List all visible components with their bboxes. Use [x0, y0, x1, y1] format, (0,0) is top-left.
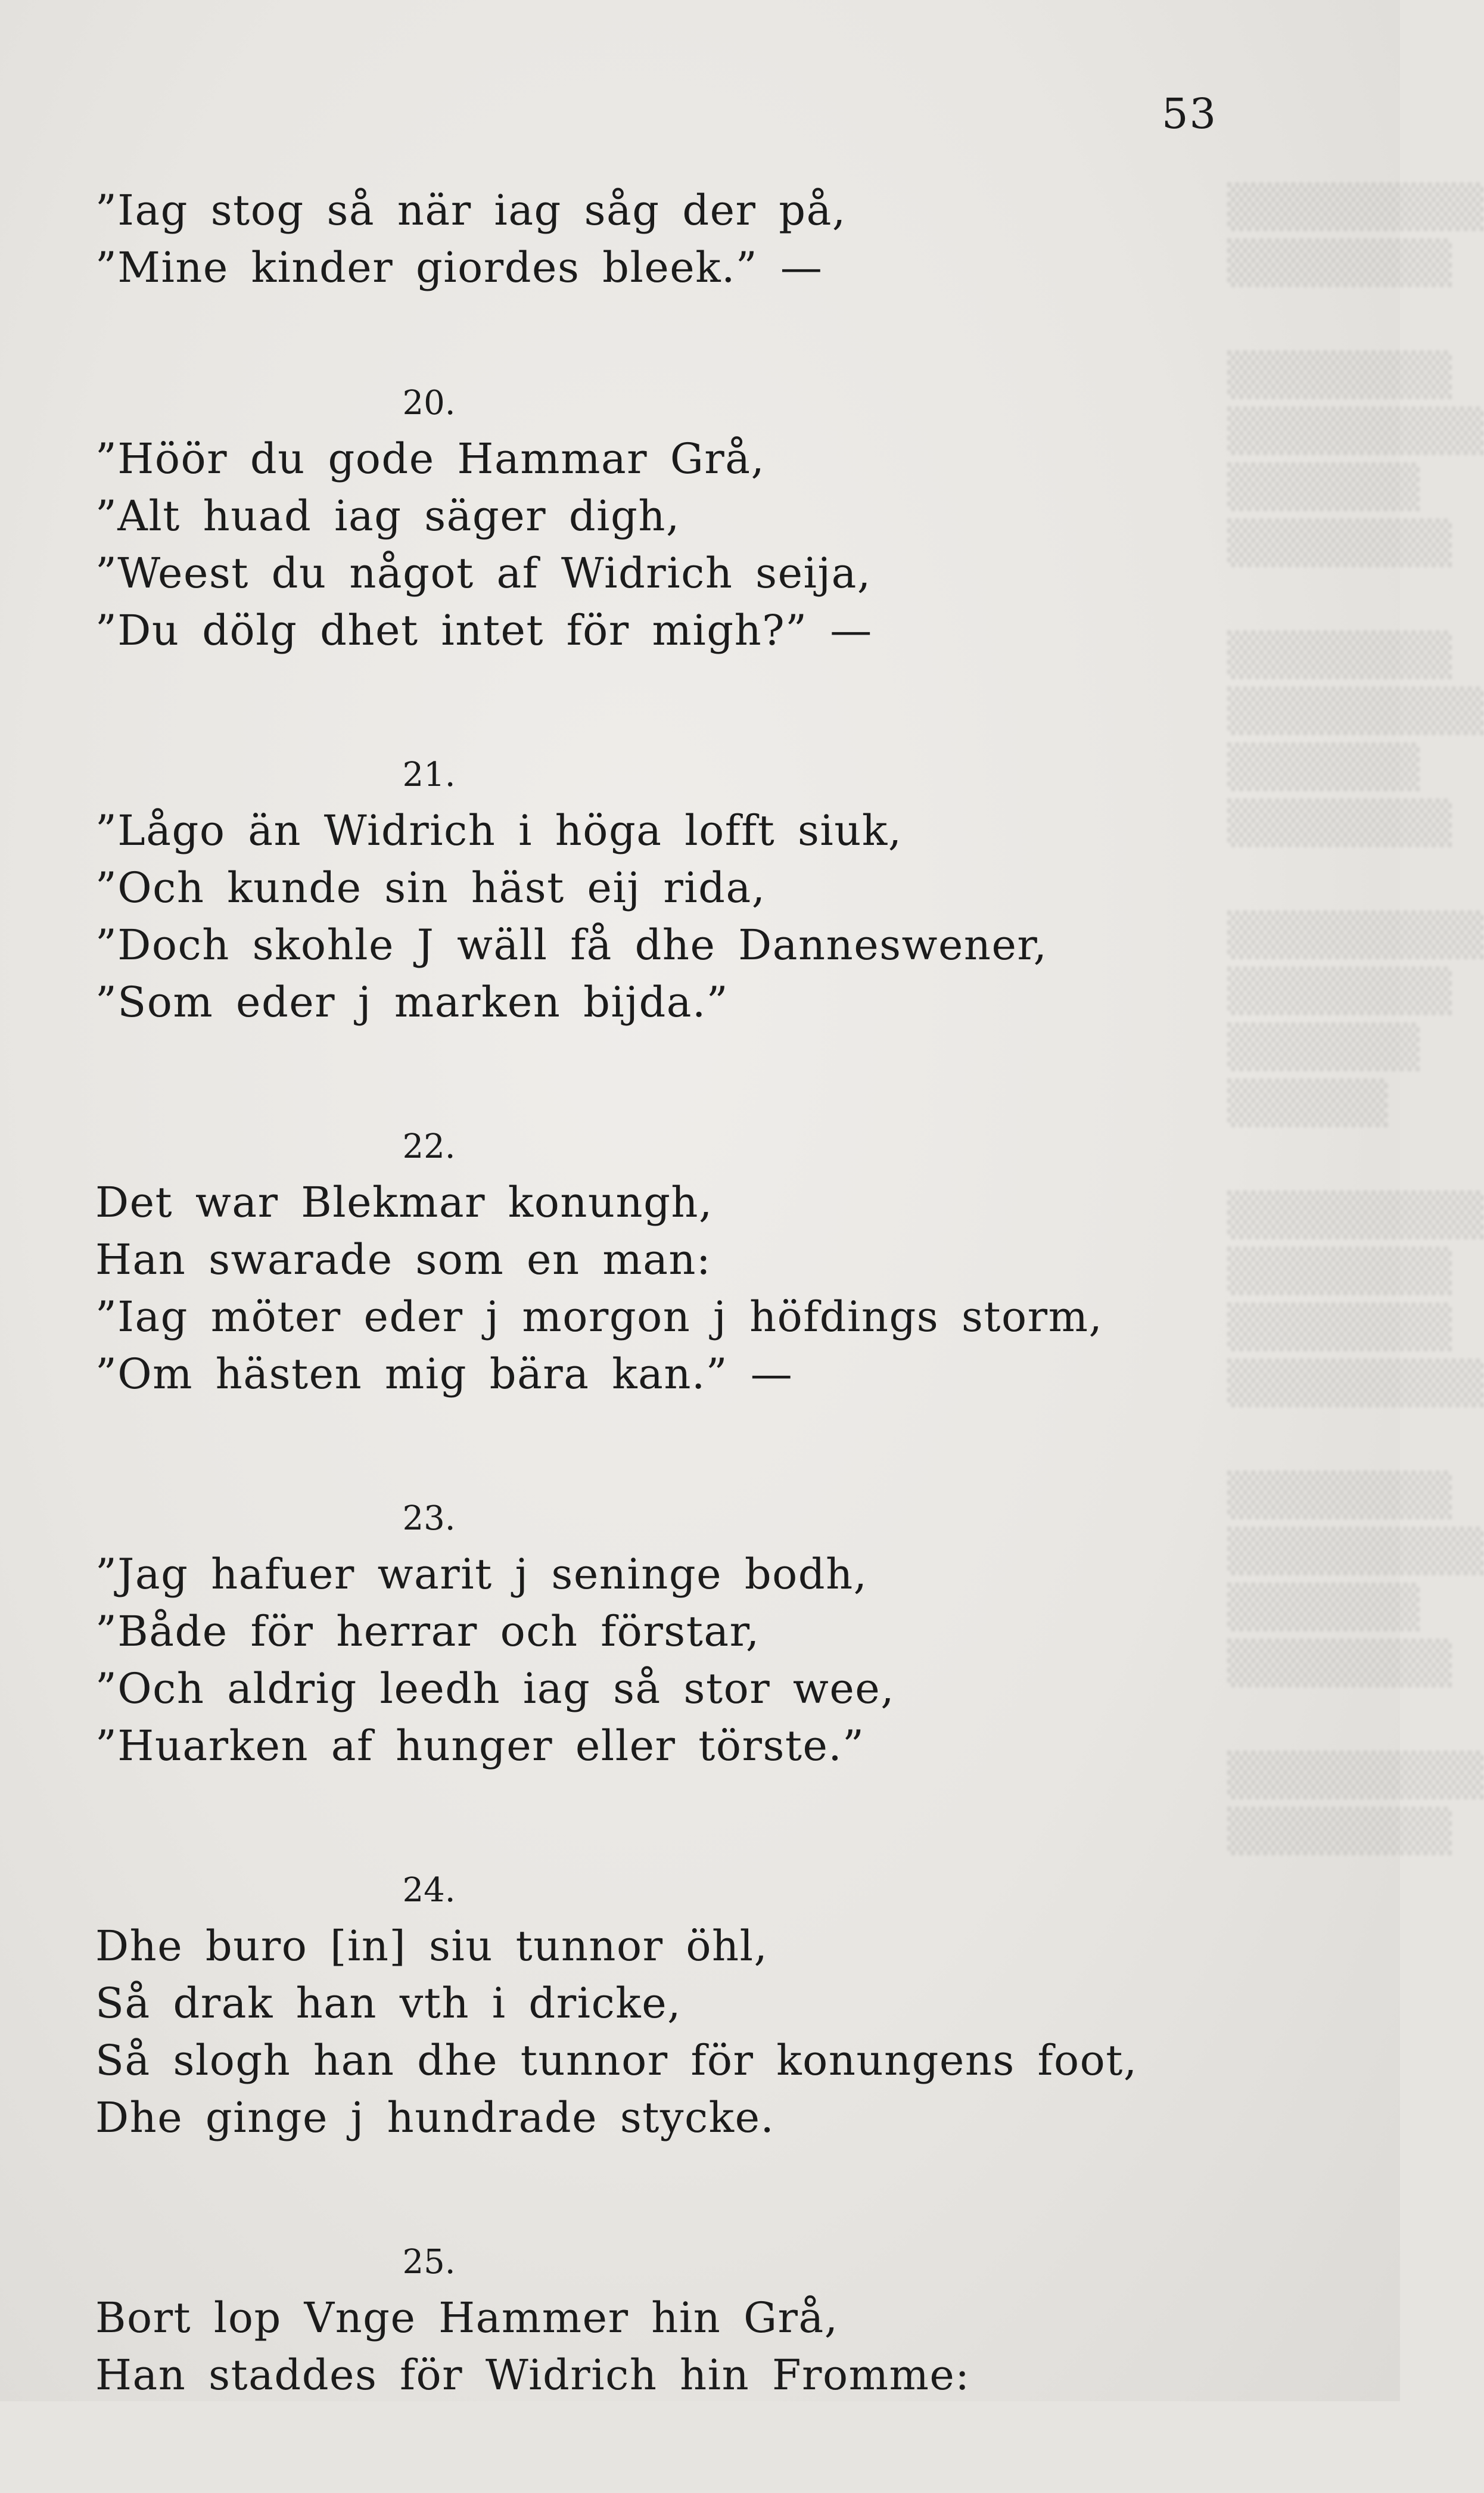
- stanza-19-continued: [95, 182, 1203, 296]
- page-number: 53: [1162, 89, 1218, 138]
- verse-line: Så drak han vth i dricke,: [95, 1979, 682, 2028]
- verse-line: Dhe ginge j hundrade stycke.: [95, 2093, 775, 2142]
- verse-line: Han swarade som en man:: [95, 1235, 712, 1284]
- verse-line: ”Iag möter eder j morgon j höfdings storm,: [95, 1292, 1103, 1341]
- poem-body: [95, 182, 1203, 2493]
- stanza-20: [95, 377, 1203, 659]
- verse-line: ”Du dölg dhet intet för migh?” —: [95, 606, 873, 655]
- stanza-22: [95, 1120, 1203, 1403]
- verse-line: ”Iag stog så när iag såg der på,: [95, 186, 847, 235]
- stanza-21: [95, 748, 1203, 1031]
- stanza-24: [95, 1864, 1203, 2146]
- verse-line: ”Jag hafuer warit j seninge bodh,: [95, 1550, 868, 1599]
- stanza-number: 25.: [402, 2243, 456, 2281]
- verse-line: ”Alt huad iag säger digh,: [95, 492, 680, 540]
- verse-line: ”Och aldrig leedh iag så stor wee,: [95, 1664, 895, 1713]
- verse-line: Det war Blekmar konungh,: [95, 1178, 713, 1227]
- verse-line: ”Både för herrar och förstar,: [95, 1607, 760, 1656]
- verse-line: ”Lågo än Widrich i höga lofft siuk,: [95, 806, 903, 855]
- stanza-25: [95, 2236, 1203, 2404]
- stanza-number: 23.: [402, 1499, 456, 1538]
- stanza-number: 24.: [402, 1871, 456, 1910]
- verse-line: ”Huarken af hunger eller törste.”: [95, 1721, 865, 1770]
- verse-line: ”Om hästen mig bära kan.” —: [95, 1350, 794, 1398]
- verse-line: ”Och kunde sin häst eij rida,: [95, 863, 766, 912]
- verse-line: Bort lop Vnge Hammer hin Grå,: [95, 2293, 839, 2342]
- bleed-through-text: ▒▒▒▒▒▒▒▒ ▒▒▒▒▒▒▒ ▒▒▒▒▒▒▒ ▒▒▒▒▒▒▒▒ ▒▒▒▒▒▒ ▒▒▒▒▒▒▒ ▒▒▒▒▒▒▒ ▒▒▒▒▒▒▒▒ ▒▒▒▒▒▒ ▒▒▒▒▒▒▒ ▒▒▒▒▒▒▒▒ ▒▒▒▒▒▒▒ ▒▒▒▒▒▒ ▒▒▒▒▒ ▒▒▒▒▒▒▒▒ ▒▒▒▒▒▒▒ ▒▒▒▒▒▒▒ ▒▒▒▒▒▒▒▒ ▒▒▒▒▒▒▒ ▒▒▒▒▒▒▒▒ ▒▒▒▒▒▒ ▒▒▒▒▒▒▒ ▒▒▒▒▒▒▒▒ ▒▒▒▒▒▒▒: [1227, 182, 1484, 1855]
- stanza-number: 20.: [402, 384, 456, 422]
- verse-line: Dhe buro [in] siu tunnor öhl,: [95, 1922, 769, 1970]
- stanza-23: [95, 1492, 1203, 1774]
- verse-line: ”Weest du något af Widrich seija,: [95, 549, 872, 598]
- verse-line: ”Höör du gode Hammar Grå,: [95, 434, 766, 483]
- stanza-number: 22.: [402, 1127, 456, 1166]
- stanza-number: 21.: [402, 756, 456, 794]
- verse-line: ”Som eder j marken bijda.”: [95, 978, 729, 1027]
- verse-line: Så slogh han dhe tunnor för konungens foot,: [95, 2036, 1138, 2085]
- verse-line: Han staddes för Widrich hin Fromme:: [95, 2351, 970, 2399]
- verse-line: ”Mine kinder giordes bleek.” —: [95, 243, 823, 292]
- verse-line: ”Doch skohle J wäll få dhe Danneswener,: [95, 921, 1048, 969]
